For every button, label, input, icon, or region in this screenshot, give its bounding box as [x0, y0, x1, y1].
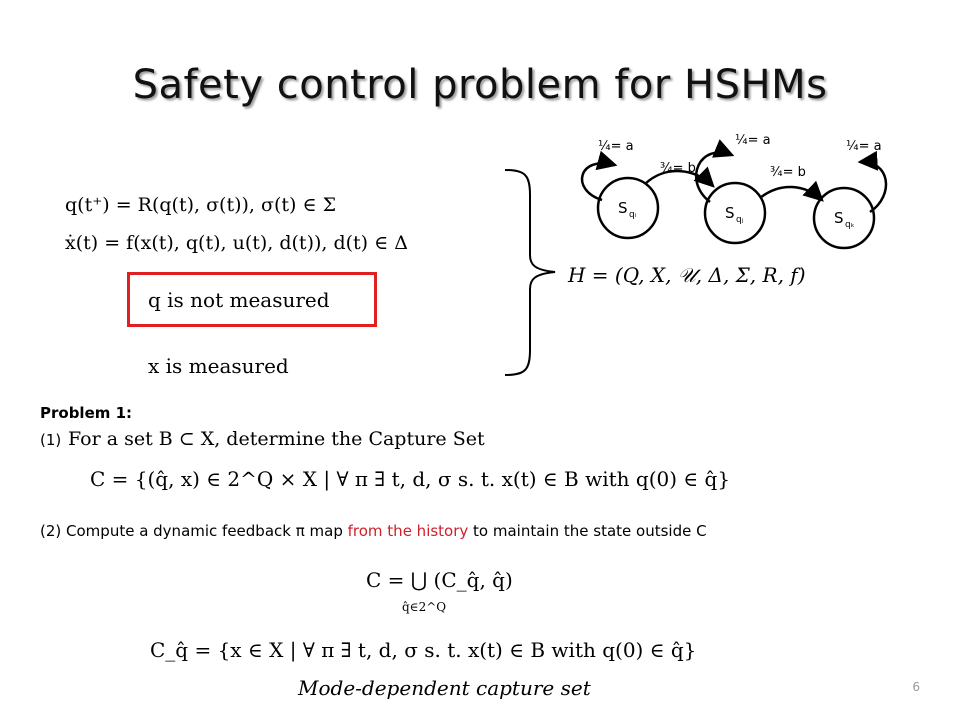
page-number: 6 [912, 680, 920, 694]
state-qk-label: S [834, 209, 844, 227]
state-qk [814, 188, 874, 248]
state-qj [705, 183, 765, 243]
problem-part1-text: For a set B ⊂ X, determine the Capture Set [68, 428, 485, 450]
state-qj-subscript: qⱼ [736, 215, 744, 225]
problem-part2 [40, 522, 707, 540]
slide-title: Safety control problem for HSHMs [132, 62, 828, 108]
problem-part2-pre: Compute a dynamic feedback π map [66, 522, 348, 540]
union-capture-definition: C = ⋃ (C_q̂, q̂) [366, 568, 513, 592]
equation-continuous-dynamics: ẋ(t) = f(x(t), q(t), u(t), d(t)), d(t) ∈ Δ [65, 232, 408, 254]
right-brace [495, 165, 565, 380]
transition-qj-qk [760, 187, 822, 200]
problem-part2-number: (2) [40, 522, 62, 540]
q-not-measured-text: q is not measured [148, 288, 330, 312]
figure-caption: Mode-dependent capture set [298, 676, 591, 700]
state-qk-subscript: qₖ [845, 220, 855, 230]
problem-part1-number: (1) [40, 431, 62, 449]
problem-heading: Problem 1: [40, 404, 133, 422]
union-subscript: q̂∈2^Q [402, 600, 447, 614]
equation-mode-transition: q(t⁺) = R(q(t), σ(t)), σ(t) ∈ Σ [65, 194, 337, 216]
state-qi-subscript: qᵢ [629, 210, 637, 220]
state-qi [598, 178, 658, 238]
state-automaton-diagram [570, 120, 900, 270]
self-loop-qi-label: ¼= a [598, 139, 634, 154]
problem-part2-post: to maintain the state outside C [468, 522, 707, 540]
self-loop-qj-label: ¼= a [735, 133, 771, 148]
problem-part2-history: from the history [347, 522, 469, 540]
hybrid-system-tuple: H = (Q, X, 𝒰, Δ, Σ, R, f) [568, 263, 806, 287]
self-loop-qk-label: ¼= a [846, 139, 882, 154]
transition-qi-qj-label: ¾= b [660, 161, 696, 176]
state-qi-label: S [618, 199, 628, 217]
state-qj-label: S [725, 204, 735, 222]
capture-set-definition: C = {(q̂, x) ∈ 2^Q × X | ∀ π ∃ t, d, σ s. t. x(t) ∈ B with q(0) ∈ q̂} [90, 467, 731, 491]
transition-qj-qk-label: ¾= b [770, 165, 806, 180]
x-measured-text: x is measured [148, 354, 289, 378]
mode-dependent-capture-definition: C_q̂ = {x ∈ X | ∀ π ∃ t, d, σ s. t. x(t) ∈ B with q(0) ∈ q̂} [150, 638, 697, 662]
